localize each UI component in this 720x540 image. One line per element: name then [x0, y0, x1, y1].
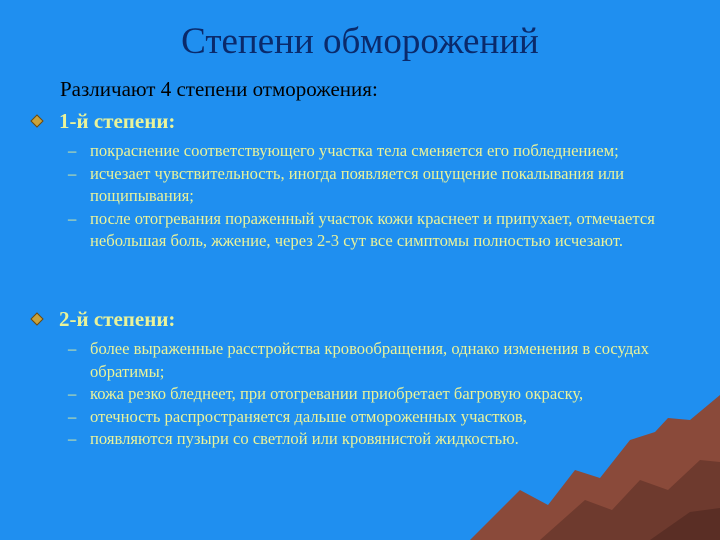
slide-title: Степени обморожений — [181, 21, 539, 62]
list-item: – появляются пузыри со светлой или кровянистой жидкостью. — [68, 428, 708, 451]
section-2-heading: 2-й степени: — [59, 307, 176, 331]
section-1-heading: 1-й степени: — [59, 109, 176, 133]
dash-bullet: – — [68, 141, 77, 160]
intro-text: Различают 4 степени отморожения: — [60, 77, 378, 101]
list-item: – исчезает чувствительность, иногда появляется ощущение покалывания или пощипывания; — [68, 163, 625, 205]
dash-bullet: – — [68, 339, 77, 358]
list-item: – после отогревания пораженный участок кожи краснеет и припухает, отмечается небольшая боль, жжение, через 2-3 сут все симптомы полностью исчезают. — [68, 208, 655, 250]
dash-bullet: – — [68, 429, 77, 448]
dash-bullet: – — [68, 163, 77, 183]
list-item: – кожа резко бледнеет, при отогревании приобретает багровую окраску, — [68, 383, 708, 406]
list-item: – отечность распространяется дальше отмороженных участков, — [68, 406, 708, 429]
dash-bullet: – — [68, 208, 77, 228]
section-1-list — [68, 140, 708, 253]
list-item: – более выраженные расстройства кровообращения, однако изменения в сосудах обратимы; — [68, 339, 649, 381]
list-item: – покраснение соответствующего участка тела сменяется его побледнением; — [68, 140, 708, 163]
section-2-list — [68, 338, 708, 451]
dash-bullet: – — [68, 384, 77, 403]
dash-bullet: – — [68, 406, 77, 426]
diamond-bullet-icon — [30, 114, 44, 128]
diamond-bullet-icon — [30, 312, 44, 326]
